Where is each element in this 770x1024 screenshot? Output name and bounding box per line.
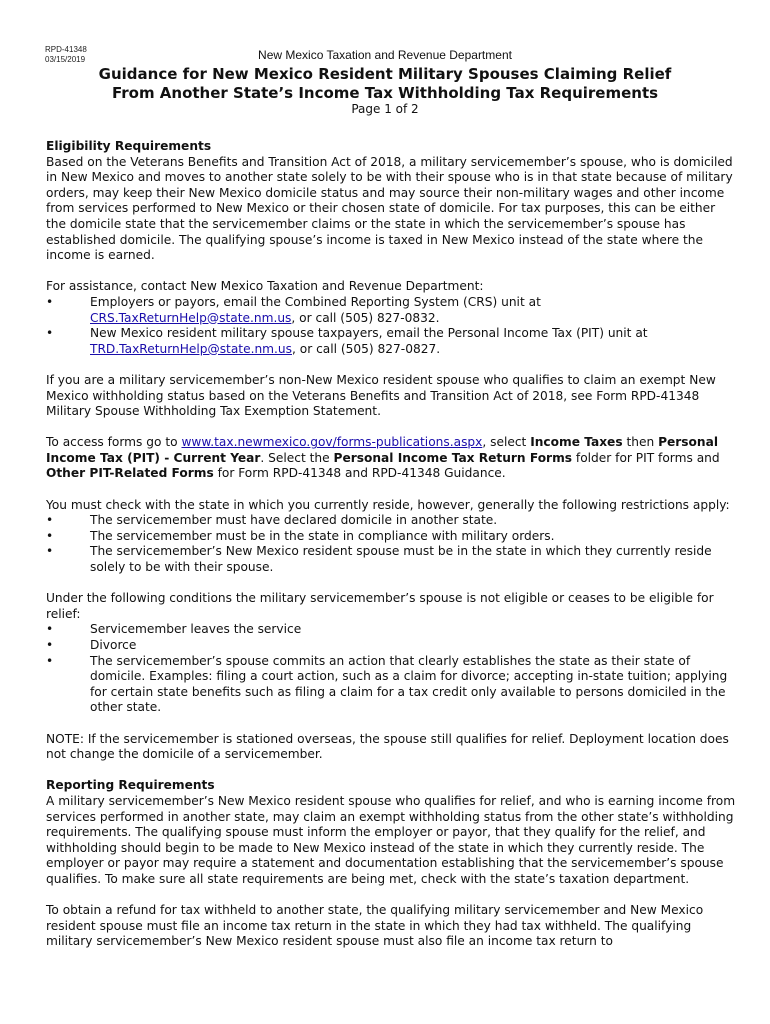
bullet-icon: • (46, 326, 54, 341)
bullet-icon: • (46, 653, 54, 668)
department-name: New Mexico Taxation and Revenue Department (258, 48, 512, 62)
note-paragraph: NOTE: If the servicemember is stationed overseas, the spouse still qualifies for relief. Deployment location does not change the domicile of a servicemember. (46, 731, 729, 762)
reporting-text: A military servicemember’s New Mexico resident spouse who qualifies for relief, and who is earning income from services performed in another state, may claim an exempt withholding status from the other state’s withholding requirements. The qualifying spouse must inform the employer or payor, that they qualify for the relief, and withholding should begin to be made to New Mexico instead of the state in which they currently reside. The employer or payor may require a statement and documentation establishing that the servicemember’s spouse qualifies. To make sure all state requirements are being met, check with the state’s taxation department. (46, 793, 736, 886)
forms-paragraph: To access forms go to www.tax.newmexico.gov/forms-publications.aspx, select Income Taxes then Personal Income Tax (PIT) - Current Year. Select the Personal Income Tax Return Forms folder for PIT forms and Other PIT-Related Forms for Form RPD-41348 and RPD-41348 Guidance. (46, 435, 720, 481)
ineligible-intro: Under the following conditions the military servicemember’s spouse is not eligible or ceases to be eligible for relief: (46, 591, 714, 621)
title-line-2: From Another State’s Income Tax Withholding Tax Requirements (111, 84, 659, 102)
assistance-list (46, 295, 736, 357)
restrictions-list (46, 513, 736, 575)
eligibility-heading: Eligibility Requirements (46, 139, 212, 153)
reporting-section (46, 778, 736, 887)
list-item: • The servicemember’s spouse commits an action that clearly establishes the state as their state of domicile. Examples: filing a court action, such as a claim for divorce; accepting in-state tuition; applying for certain state benefits such as filing a claim for a tax credit only available to persons domiciled in the other state. (46, 653, 728, 715)
eligibility-text: Based on the Veterans Benefits and Transition Act of 2018, a military servicemember’s spouse, who is domiciled in New Mexico and moves to another state solely to be with their spouse who is in that state because of military orders, may keep their New Mexico domicile status and may source their non-military wages and other income from services performed to New Mexico or their chosen state of domicile. For tax purposes, this can be either the domicile state that the servicemember claims or the state in which the servicemember’s spouse has established domicile. The qualifying spouse’s income is taxed in New Mexico instead of the state where the income is earned. (46, 154, 733, 263)
bullet-icon: • (46, 544, 54, 559)
form-number: RPD-41348 (45, 45, 87, 54)
list-item: • New Mexico resident military spouse taxpayers, email the Personal Income Tax (PIT) unit at TRD.TaxReturnHelp@state.nm.us, or call (505) 827-0827. (46, 326, 648, 356)
refund-paragraph: To obtain a refund for tax withheld to another state, the qualifying military servicemember and New Mexico resident spouse must file an income tax return in the state in which they had tax withheld. The qualifying military servicemember’s New Mexico resident spouse must also file an income tax return to (46, 903, 704, 949)
document-body (46, 139, 736, 965)
reporting-heading: Reporting Requirements (46, 778, 215, 793)
list-item: • Servicemember leaves the service (46, 622, 302, 637)
list-item: • The servicemember must be in the state in compliance with military orders. (46, 528, 555, 543)
title-line-1: Guidance for New Mexico Resident Military Spouses Claiming Relief (98, 65, 672, 83)
bullet-icon: • (46, 528, 54, 543)
bullet-icon: • (46, 638, 54, 652)
list-item: • Employers or payors, email the Combined Reporting System (CRS) unit at CRS.TaxReturnHelp@state.nm.us, or call (505) 827-0832. (46, 294, 541, 325)
nonresident-paragraph: If you are a military servicemember’s non-New Mexico resident spouse who qualifies to claim an exempt New Mexico withholding status based on the Veterans Benefits and Transition Act of 2018, see Form RPD-41348 Military Spouse Withholding Tax Exemption Statement. (46, 372, 716, 419)
bullet-icon: • (46, 294, 54, 309)
forms-url-link[interactable]: www.tax.newmexico.gov/forms-publications.aspx (181, 435, 483, 450)
bullet-icon: • (46, 513, 54, 528)
form-date: 03/15/2019 (45, 55, 86, 64)
crs-email-link[interactable]: CRS.TaxReturnHelp@state.nm.us (90, 310, 292, 325)
list-item: • Divorce (46, 638, 137, 652)
bullet-icon: • (46, 622, 54, 637)
document-title (0, 65, 770, 103)
trd-email-link[interactable]: TRD.TaxReturnHelp@state.nm.us (90, 341, 292, 356)
page-number: Page 1 of 2 (351, 102, 419, 116)
list-item: • The servicemember’s New Mexico resident spouse must be in the state in which they currently reside solely to be with their spouse. (46, 544, 712, 575)
ineligible-list (46, 622, 736, 716)
list-item: • The servicemember must have declared domicile in another state. (46, 513, 498, 528)
eligibility-section (46, 139, 736, 264)
assistance-intro: For assistance, contact New Mexico Taxation and Revenue Department: (46, 279, 484, 294)
restrictions-intro: You must check with the state in which you currently reside, however, generally the following restrictions apply: (46, 497, 730, 512)
